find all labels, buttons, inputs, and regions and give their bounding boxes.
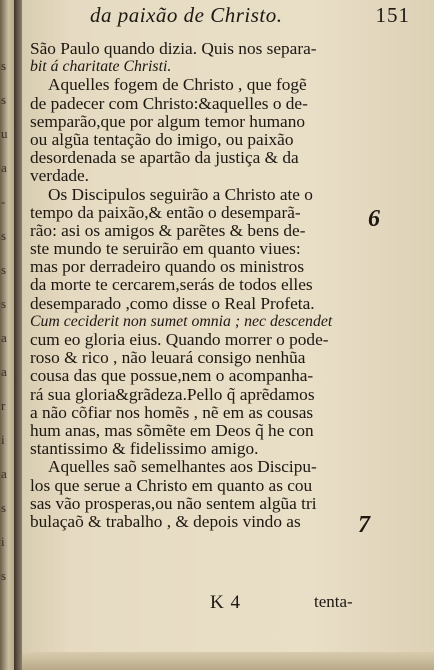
facing-page-letter: a	[1, 466, 7, 481]
text-line: desordenada se apartão da justiça & da	[30, 148, 299, 168]
facing-page-letter: s	[1, 228, 7, 243]
facing-page-letter: a	[1, 364, 7, 379]
text-line: Aquelles saõ semelhantes aos Discipu-	[48, 457, 317, 477]
marginal-number-6: 6	[368, 206, 380, 232]
book-page	[22, 0, 434, 670]
signature-mark: K 4	[210, 592, 241, 613]
text-line: stantissimo & fidelissimo amigo.	[30, 439, 259, 459]
body-text	[30, 40, 370, 531]
text-line: ste mundo te seruirão em quanto viues:	[30, 239, 301, 259]
page-header	[90, 3, 410, 31]
book-fold	[14, 0, 22, 670]
text-line: mas por derradeiro quando os ministros	[30, 257, 305, 277]
facing-page-letter: r	[1, 398, 6, 413]
facing-page-letter: i	[1, 534, 5, 549]
text-line: Aquelles fogem de Christo , que fogẽ	[48, 75, 307, 95]
facing-page-letter: i	[1, 432, 5, 447]
text-line: de padecer com Christo:&aquelles o de-	[30, 93, 308, 113]
text-line: rão: asi os amigos & parẽtes & bens de-	[30, 220, 306, 240]
text-line: Cum ceciderit non sumet omnia ; nec descendet	[30, 312, 333, 330]
text-line: bit á charitate Christi.	[30, 58, 172, 76]
facing-page-letter: s	[1, 92, 7, 107]
text-line: da morte te cercarem,serás de todos elles	[30, 275, 313, 295]
text-line: São Paulo quando dizia. Quis nos separa-	[30, 39, 317, 58]
text-line: tempo da paixão,& então o desemparã-	[30, 202, 301, 222]
catchword: tenta-	[314, 592, 353, 611]
facing-page-letter: s	[1, 568, 7, 583]
text-line: rá sua gloria&grãdeza.Pello q̃ aprẽdamos	[30, 384, 315, 404]
page-bottom-edge	[22, 652, 434, 670]
text-line: roso & rico , não leuará consigo nenhũa	[30, 348, 306, 368]
facing-page-letter: s	[1, 58, 7, 73]
text-line: verdade.	[30, 166, 90, 186]
marginal-number-7: 7	[358, 512, 370, 538]
text-line: semparão,que por algum temor humano	[30, 111, 305, 131]
page-number: 151	[375, 3, 410, 27]
text-line: hum anas, mas sõmẽte em Deos q̃ he con	[30, 420, 314, 440]
running-head: da paixão de Christo.	[90, 3, 283, 27]
text-line: a não cõfiar nos homẽs , nẽ em as cousas	[30, 402, 314, 422]
facing-page-letter: s	[1, 500, 7, 515]
text-line: los que serue a Christo em quanto as cou	[30, 475, 313, 495]
facing-page-letter: a	[1, 330, 7, 345]
facing-page-edge	[0, 0, 14, 670]
text-line: bulaçaõ & trabalho , & depois vindo as	[30, 511, 301, 531]
text-line: sas vão prosperas,ou não sentem algũa tri	[30, 493, 317, 513]
text-line: ou algũa tentação do imigo, ou paixão	[30, 129, 294, 149]
facing-page-letter: s	[1, 262, 7, 277]
text-line: Os Discipulos seguirão a Christo ate o	[48, 184, 313, 204]
facing-page-letter: u	[1, 126, 8, 141]
text-line: cum eo gloria eius. Quando morrer o pode-	[30, 330, 329, 349]
text-line: desemparado ,como disse o Real Profeta.	[30, 293, 315, 313]
text-line: cousa das que possue,nem o acompanha-	[30, 366, 314, 386]
facing-page-letter: a	[1, 160, 7, 175]
facing-page-letter: s	[1, 296, 7, 311]
facing-page-letter: -	[1, 194, 6, 209]
